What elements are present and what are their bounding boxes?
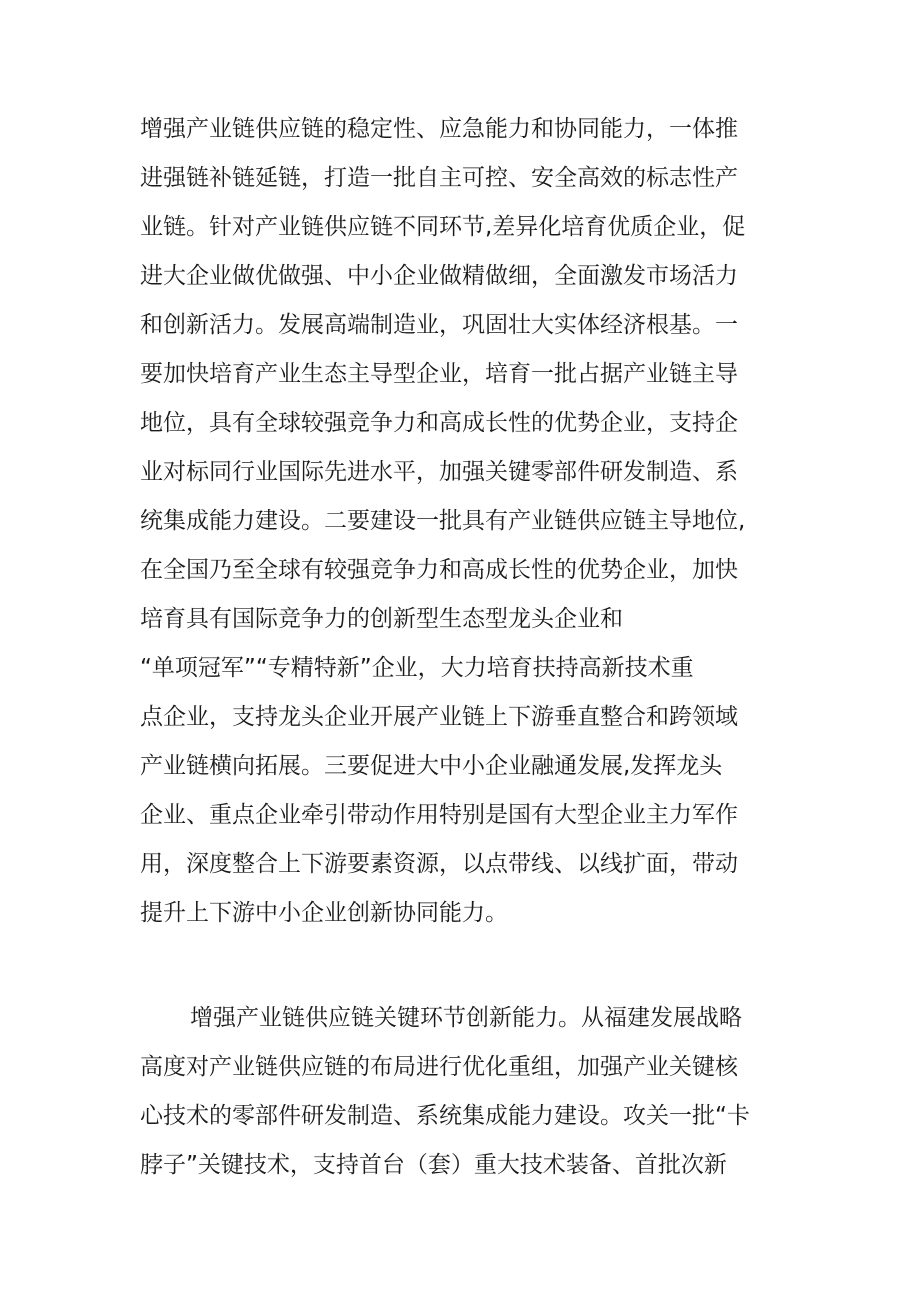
text-line (0, 995, 920, 1041)
text-line (0, 106, 920, 152)
text-line-content: 统集成能力建设。二要建设一批具有产业链供应链主导地位, (140, 508, 746, 534)
text-line (0, 1142, 920, 1188)
text-line (0, 449, 920, 495)
text-line (0, 645, 920, 691)
text-line (0, 498, 920, 544)
text-line (0, 841, 920, 887)
text-line (0, 890, 920, 936)
text-line-content: 进大企业做优做强、中小企业做精做细，全面激发市场活力 (140, 263, 738, 289)
text-line-content: 地位，具有全球较强竞争力和高成长性的优势企业，支持企 (140, 410, 738, 436)
text-line-content: 心技术的零部件研发制造、系统集成能力建设。攻关一批“卡 (140, 1103, 750, 1129)
text-line (0, 694, 920, 740)
text-line (0, 400, 920, 446)
text-line (0, 253, 920, 299)
text-line (0, 547, 920, 593)
text-line (0, 1044, 920, 1090)
text-line-content: 要加快培育产业生态主导型企业，培育一批占据产业链主导 (140, 361, 738, 387)
text-line-content: 进强链补链延链，打造一批自主可控、安全高效的标志性产 (140, 165, 738, 191)
text-line-content: 产业链横向拓展。三要促进大中小企业融通发展,发挥龙头 (140, 753, 723, 779)
text-line-content: 企业、重点企业牵引带动作用特别是国有大型企业主力军作 (140, 802, 738, 828)
text-line-content: 点企业，支持龙头企业开展产业链上下游垂直整合和跨领域 (140, 704, 738, 730)
text-line-content: 和创新活力。发展高端制造业，巩固壮大实体经济根基。一 (140, 312, 738, 338)
text-line (0, 302, 920, 348)
text-line-content: 增强产业链供应链的稳定性、应急能力和协同能力，一体推 (140, 116, 738, 142)
text-line-content: 高度对产业链供应链的布局进行优化重组，加强产业关键核 (140, 1054, 738, 1080)
text-line (0, 204, 920, 250)
text-line (0, 1093, 920, 1139)
text-line-content: 提升上下游中小企业创新协同能力。 (140, 900, 508, 926)
text-line-content: 增强产业链供应链关键环节创新能力。从福建发展战略 (190, 1005, 742, 1031)
text-line (0, 743, 920, 789)
text-line-content: 在全国乃至全球有较强竞争力和高成长性的优势企业，加快 (140, 557, 738, 583)
text-line (0, 596, 920, 642)
text-line-content: 培育具有国际竞争力的创新型生态型龙头企业和 (140, 606, 623, 632)
text-line (0, 792, 920, 838)
text-line-content: 脖子”关键技术，支持首台（套）重大技术装备、首批次新 (140, 1152, 727, 1178)
text-line-content: 用，深度整合上下游要素资源，以点带线、以线扩面，带动 (140, 851, 738, 877)
text-line-content: “单项冠军”“专精特新”企业，大力培育扶持高新技术重 (140, 655, 694, 681)
text-line (0, 351, 920, 397)
text-line (0, 155, 920, 201)
text-line-content: 业链。针对产业链供应链不同环节,差异化培育优质企业，促 (140, 214, 746, 240)
text-line-content: 业对标同行业国际先进水平，加强关键零部件研发制造、系 (140, 459, 738, 485)
